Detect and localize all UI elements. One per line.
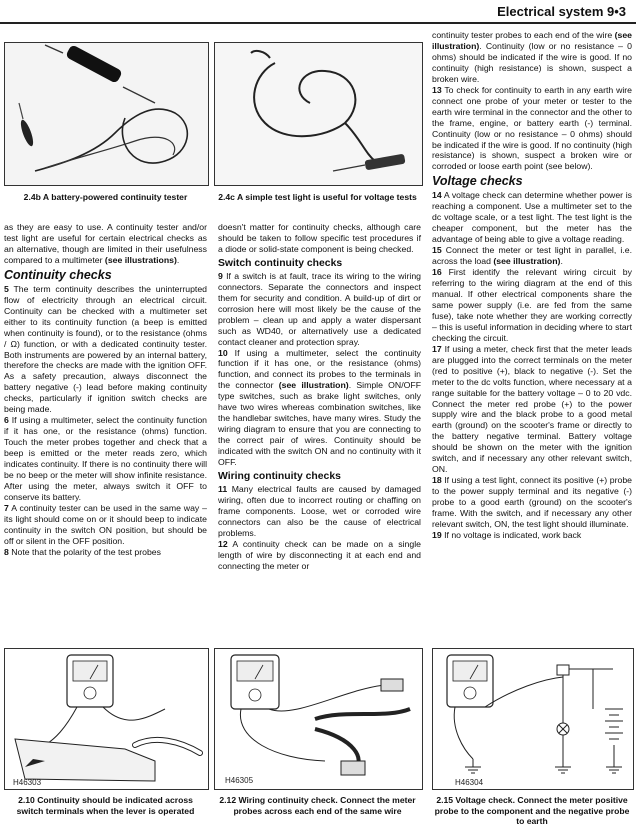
paragraph-6: 6 If using a multimeter, select the continuity function if it has one, or the resistance (ohms) function. Touch the meter probes together and check that a beep is emitted or the meter reads zero, which indicates continuity. If there is no continuity there will be no beep or the meter will show infinite resistance. After using the meter, always switch it OFF to conserve its battery. xyxy=(4,415,207,502)
caption-2-4c: 2.4c A simple test light is useful for voltage tests xyxy=(218,192,417,202)
switch-continuity-illustration xyxy=(5,649,208,789)
text-column-1 xyxy=(4,222,207,558)
caption-2-4b: 2.4b A battery-powered continuity tester xyxy=(23,192,188,202)
caption-2-12: 2.12 Wiring continuity check. Connect the meter probes across each end of the same wire xyxy=(219,795,416,816)
voltage-check-illustration xyxy=(433,649,633,789)
paragraph-18: 18 If using a test light, connect its positive (+) probe to the power supply terminal and its negative (-) probe to a good earth (ground) on the scooter's frame. With the switch, and if necessary any other relevant switch, ON, the test light should illuminate. xyxy=(432,475,632,529)
wiring-continuity-illustration xyxy=(215,649,422,789)
figure-2-10 xyxy=(4,648,209,790)
page-header xyxy=(0,0,636,30)
figure-2-4b xyxy=(4,42,209,186)
continuity-tester-photo xyxy=(5,43,208,185)
paragraph-9: 9 If a switch is at fault, trace its wiring to the wiring connectors. Separate the connectors and inspect them for security and condition. A build-up of dirt or corrosion here will most likely be the cause of the problem – clean up and apply a water dispersant such as WD40, or alternatively use a dedicated contact cleaner and protection spray. xyxy=(218,270,421,347)
page-title: Electrical system 9•3 xyxy=(497,4,626,19)
heading-continuity-checks: Continuity checks xyxy=(4,267,112,282)
caption-2-10: 2.10 Continuity should be indicated across switch terminals when the lever is operated xyxy=(16,795,195,816)
paragraph-14: 14 A voltage check can determine whether power is reaching a component. Use a multimeter set to the dc voltage scale, or a test light. The test light is the cheaper component, but the meter has the advantage of being able to give a voltage reading. xyxy=(432,190,632,245)
text-column-2 xyxy=(218,222,421,572)
paragraph-10: 10 If using a multimeter, select the continuity function if it has one, or the resistance (ohms) function, and connect its probes to the terminals in the connector (see illustration). Simple ON/OFF type switches, such as brake light switches, only have two wires whereas combination switches, like the handlebar switches, have many wires. Study the wiring diagram to ensure that you are connecting to the correct pair of wires. Continuity should be indicated with the switch ON and no continuity with it OFF. xyxy=(218,347,421,468)
paragraph-8: 8 Note that the polarity of the test probes xyxy=(4,546,161,557)
heading-switch-continuity: Switch continuity checks xyxy=(218,257,343,269)
paragraph-16: 16 First identify the relevant wiring circuit by referring to the wiring diagram at the end of this manual. If other electrical components share the same power supply (i.e. are fed from the same fuse), take note whether they are working correctly – this is useful information in deciding where to start checking the circuit. xyxy=(432,267,632,343)
paragraph-12-cont: continuity tester probes to each end of the wire (see illustration). Continuity (low or no resistance – 0 ohms) should be indicated if the wire is good. If no continuity (high resistance) is shown, suspect a broken wire. xyxy=(432,30,632,84)
figure-2-15-id: H46304 xyxy=(455,778,484,787)
figure-2-12-id: H46305 xyxy=(225,776,254,785)
figure-2-4c xyxy=(214,42,423,186)
paragraph-8-cont: doesn't matter for continuity checks, although care should be taken to follow specific test procedures if a diode or solid-state component is being checked. xyxy=(218,222,421,254)
paragraph-12: 12 A continuity check can be made on a single length of wire by disconnecting it at each end and connecting the meter or xyxy=(218,538,421,571)
paragraph-11: 11 Many electrical faults are caused by damaged wiring, often due to incorrect routing or chaffing on frame components. Loose, wet or corroded wire connectors can also be the cause of electrical problems. xyxy=(218,484,421,538)
paragraph-19: 19 If no voltage is indicated, work back xyxy=(432,529,582,540)
paragraph-15: 15 Connect the meter or test light in parallel, i.e. across the load (see illustration). xyxy=(432,245,632,267)
test-light-photo xyxy=(215,43,422,185)
text-column-3 xyxy=(432,30,632,541)
paragraph-intro: as they are easy to use. A continuity tester and/or test light are useful for certain electrical checks as an alternative, though are limited in their usefulness compared to a multimeter (see illustrations). xyxy=(4,222,207,265)
caption-2-15: 2.15 Voltage check. Connect the meter positive probe to the component and the negative probe to earth xyxy=(434,795,630,826)
heading-wiring-continuity: Wiring continuity checks xyxy=(218,471,341,483)
paragraph-5: 5 The term continuity describes the uninterrupted flow of electricity through an electrical circuit. Continuity can be checked with a multimeter set either to its continuity function (a beep is emitted when continuity is found), or to the resistance (ohms / Ω) function, or with a dedicated continuity tester. Both instruments are powered by an internal battery, therefore the checks are made with the ignition OFF. As a safety precaution, always disconnect the battery negative (-) lead before making continuity checks, particularly if ignition switch checks are being made. xyxy=(4,283,207,415)
paragraph-17: 17 If using a meter, check first that the meter leads are plugged into the correct terminals on the meter (red to positive (+), black to negative (-). Set the meter to the dc volts function, where necessary at a range suitable for the battery voltage – 0 to 20 vdc. Connect the meter red probe (+) to the power supply wire and the black probe to a good metal earth (ground) on the scooter's frame or directly to the battery negative terminal. Battery voltage should be shown on the meter with the ignition switch, and if necessary any other relevant switch, ON. xyxy=(432,343,632,475)
figure-2-12 xyxy=(214,648,423,790)
paragraph-13: 13 To check for continuity to earth in any earth wire connect one probe of your meter or tester to the earth wire terminal in the connector and the other to the frame, engine, or battery earth (-) terminal. Continuity (low or no resistance – 0 ohms) should be indicated if the wire is good. If no continuity (high resistance) is shown, suspect a broken wire or corroded or loose earth point (see below). xyxy=(432,84,632,172)
figure-2-10-id: H46303 xyxy=(13,778,42,787)
paragraph-7: 7 A continuity tester can be used in the same way – its light should come on or it should beep to indicate continuity in the switch ON position, but should be off or silent in the OFF position. xyxy=(4,502,207,546)
figure-2-15 xyxy=(432,648,634,790)
header-rule xyxy=(0,22,636,24)
heading-voltage-checks: Voltage checks xyxy=(432,174,523,189)
